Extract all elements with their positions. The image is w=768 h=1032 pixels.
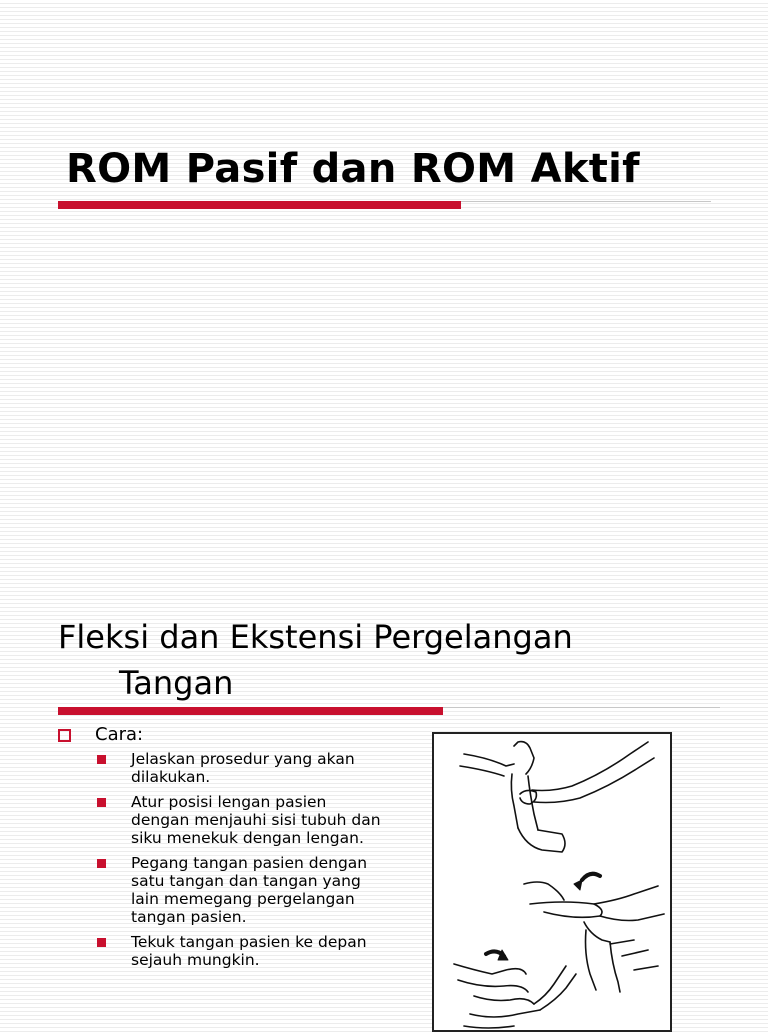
step-item: [95, 854, 386, 926]
hollow-square-bullet-icon: [58, 729, 71, 742]
patient-forearm-middle: [586, 930, 597, 990]
slide-title: ROM Pasif dan ROM Aktif: [66, 146, 640, 192]
step-text: Atur posisi lengan pasien dengan menjauhi sisi tubuh dan siku menekuk dengan lengan.: [131, 793, 381, 847]
wrist-flexion-illustration: [432, 732, 672, 1032]
section-heading-line-2: Tangan: [119, 664, 234, 702]
square-bullet-icon: [97, 798, 106, 807]
step-text: Tekuk tangan pasien ke depan sejauh mungkin.: [131, 933, 367, 969]
step-text: Jelaskan prosedur yang akan dilakukan.: [131, 750, 355, 786]
square-bullet-icon: [97, 859, 106, 868]
arrow-top: [582, 874, 600, 880]
step-text: Pegang tangan pasien dengan satu tangan dan tangan yang lain memegang pergelangan tangan pasien.: [131, 854, 368, 926]
list-heading: Cara:: [95, 724, 144, 745]
illustration-drawing: [434, 734, 670, 1030]
nurse-hand-middle: [524, 882, 564, 900]
procedure-list: [56, 724, 386, 976]
step-item: [95, 933, 386, 969]
patient-forearm-left: [511, 774, 518, 828]
title-accent-bar: [58, 201, 461, 209]
section-heading-line-1: Fleksi dan Ekstensi Pergelangan: [58, 618, 573, 656]
steps-list: [95, 750, 386, 969]
patient-forearm-bottom: [470, 1010, 540, 1017]
step-item: [95, 750, 386, 786]
step-item: [95, 793, 386, 847]
nurse-arm-top: [532, 742, 648, 791]
section-accent-bar: [58, 707, 443, 715]
section-heading: [58, 614, 718, 706]
nurse-hand-top: [464, 754, 514, 766]
list-item: [56, 724, 386, 969]
square-bullet-icon: [97, 755, 106, 764]
nurse-hand-bottom: [454, 964, 526, 974]
square-bullet-icon: [97, 938, 106, 947]
patient-hand-raised: [514, 742, 534, 774]
section-divider: [443, 707, 720, 708]
title-divider: [461, 201, 711, 202]
